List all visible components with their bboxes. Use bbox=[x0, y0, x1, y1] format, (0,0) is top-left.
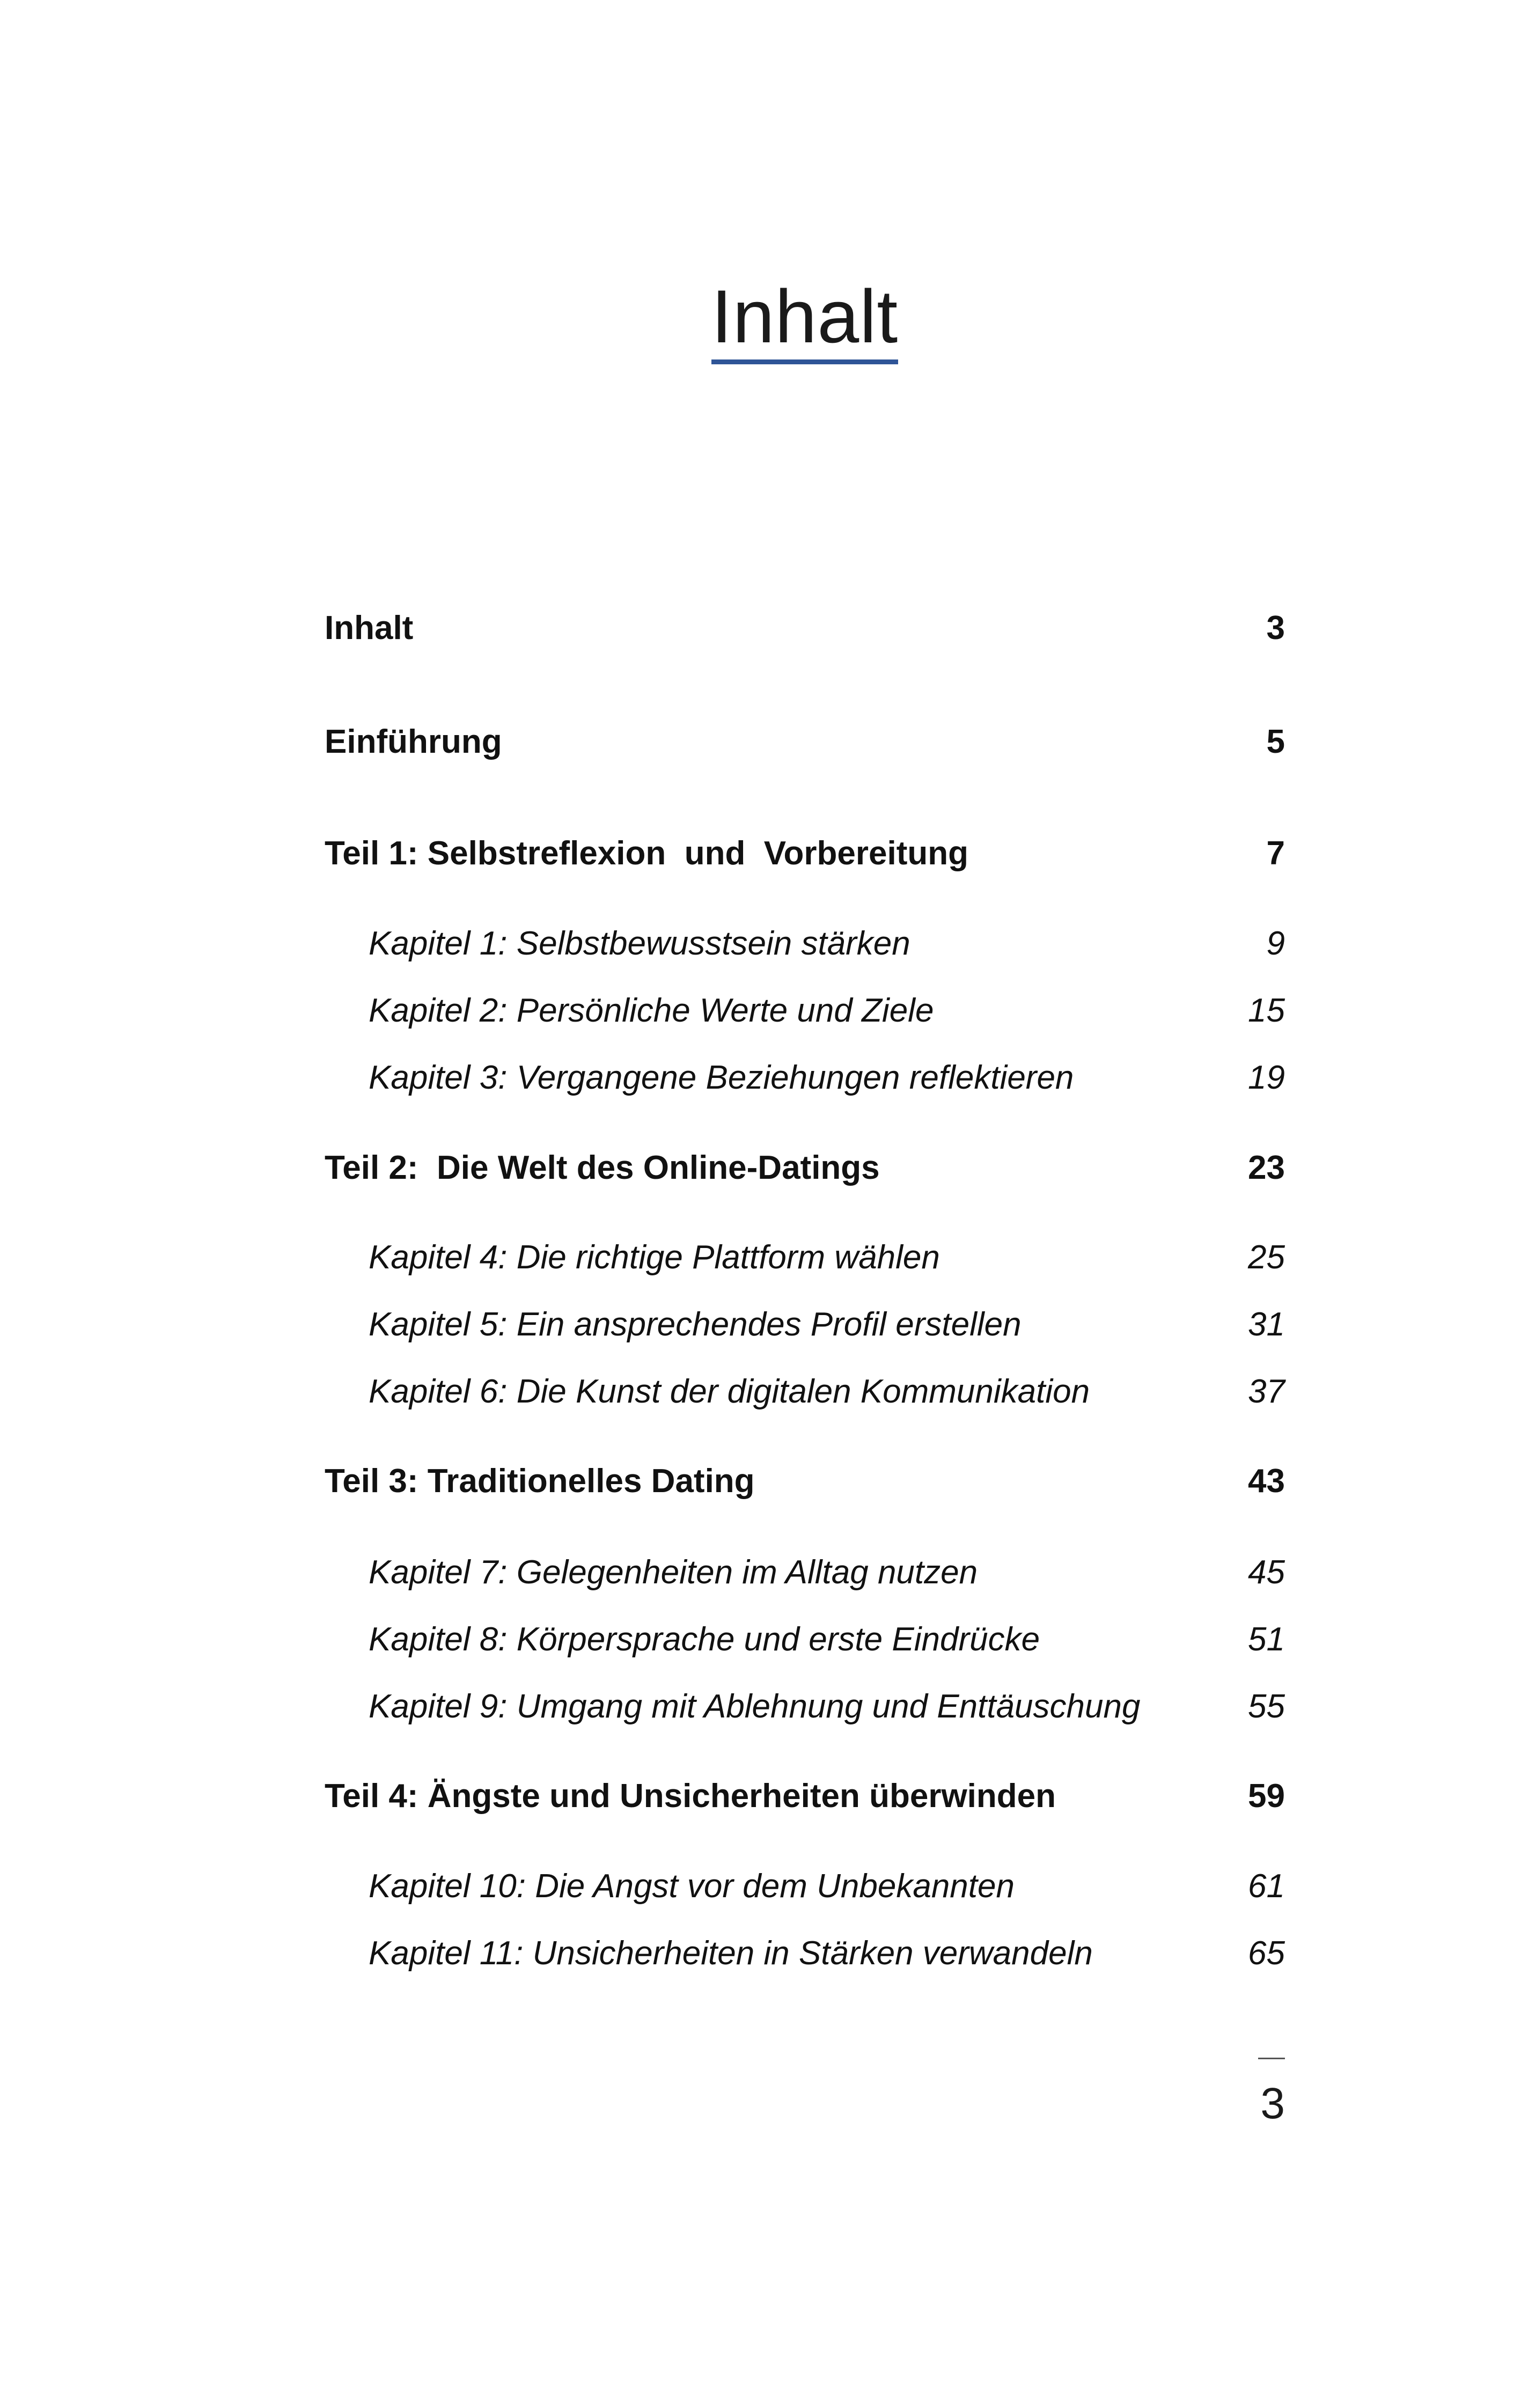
toc-entry-page: 3 bbox=[1266, 610, 1285, 647]
footer-page-number: 3 bbox=[1260, 2079, 1285, 2128]
toc-entry-page: 55 bbox=[1248, 1688, 1285, 1725]
toc-entry-page: 23 bbox=[1248, 1149, 1285, 1186]
toc-entry-label: Kapitel 1: Selbstbewusstsein stärken bbox=[369, 925, 910, 962]
toc-entry-kapitel-7[interactable] bbox=[325, 1556, 1285, 1589]
toc-entry-page: 9 bbox=[1266, 925, 1285, 962]
toc-entry-label: Kapitel 9: Umgang mit Ablehnung und Enttäuschung bbox=[369, 1688, 1141, 1725]
toc-entry-page: 51 bbox=[1248, 1621, 1285, 1658]
toc-entry-label: Kapitel 10: Die Angst vor dem Unbekannten bbox=[369, 1868, 1015, 1905]
toc-entry-kapitel-11[interactable] bbox=[325, 1937, 1285, 1970]
toc-entry-label: Kapitel 4: Die richtige Plattform wählen bbox=[369, 1239, 940, 1276]
toc-entry-kapitel-4[interactable] bbox=[325, 1241, 1285, 1274]
toc-entry-label: Teil 2: Die Welt des Online-Datings bbox=[325, 1149, 880, 1186]
toc-entry-label: Kapitel 8: Körpersprache und erste Eindrücke bbox=[369, 1621, 1040, 1658]
toc-entry-kapitel-8[interactable] bbox=[325, 1623, 1285, 1656]
toc-entry-label: Kapitel 11: Unsicherheiten in Stärken verwandeln bbox=[369, 1935, 1093, 1972]
toc-entry-teil-3[interactable] bbox=[325, 1465, 1285, 1498]
toc-entry-label: Kapitel 5: Ein ansprechendes Profil erstellen bbox=[369, 1306, 1022, 1343]
toc-entry-label: Einführung bbox=[325, 723, 502, 760]
toc-entry-page: 37 bbox=[1248, 1373, 1285, 1410]
toc-entry-label: Kapitel 2: Persönliche Werte und Ziele bbox=[369, 992, 934, 1029]
toc-entry-teil-4[interactable] bbox=[325, 1780, 1285, 1813]
toc-entry-kapitel-10[interactable] bbox=[325, 1870, 1285, 1903]
toc-entry-page: 5 bbox=[1266, 723, 1285, 760]
toc-entry-kapitel-6[interactable] bbox=[325, 1375, 1285, 1408]
toc-entry-label: Teil 4: Ängste und Unsicherheiten überwinden bbox=[325, 1778, 1056, 1815]
toc-entry-teil-2[interactable] bbox=[325, 1151, 1285, 1185]
toc-entry-label: Kapitel 3: Vergangene Beziehungen reflektieren bbox=[369, 1059, 1074, 1096]
toc-entry-kapitel-9[interactable] bbox=[325, 1690, 1285, 1723]
toc-entry-label: Inhalt bbox=[325, 610, 414, 647]
toc-entry-label: Kapitel 7: Gelegenheiten im Alltag nutzen bbox=[369, 1554, 978, 1591]
toc-entry-page: 31 bbox=[1248, 1306, 1285, 1343]
toc-entry-page: 7 bbox=[1266, 835, 1285, 872]
toc-entry-page: 15 bbox=[1248, 992, 1285, 1029]
toc-entry-page: 45 bbox=[1248, 1554, 1285, 1591]
toc-entry-page: 43 bbox=[1248, 1463, 1285, 1500]
table-of-contents bbox=[325, 0, 1285, 2408]
toc-entry-page: 25 bbox=[1248, 1239, 1285, 1276]
toc-entry-label: Kapitel 6: Die Kunst der digitalen Kommunikation bbox=[369, 1373, 1090, 1410]
toc-entry-kapitel-5[interactable] bbox=[325, 1308, 1285, 1341]
toc-entry-page: 19 bbox=[1248, 1059, 1285, 1096]
footer-rule bbox=[1258, 2058, 1285, 2059]
page-title-text: Inhalt bbox=[711, 279, 898, 364]
toc-entry-kapitel-2[interactable] bbox=[325, 994, 1285, 1027]
toc-entry-kapitel-3[interactable] bbox=[325, 1061, 1285, 1095]
toc-entry-page: 65 bbox=[1248, 1935, 1285, 1972]
toc-entry-label: Teil 3: Traditionelles Dating bbox=[325, 1463, 755, 1500]
toc-entry-inhalt[interactable] bbox=[325, 612, 1285, 645]
toc-entry-page: 61 bbox=[1248, 1868, 1285, 1905]
toc-entry-kapitel-1[interactable] bbox=[325, 927, 1285, 960]
toc-entry-label: Teil 1: Selbstreflexion und Vorbereitung bbox=[325, 835, 968, 872]
toc-entry-einfuehrung[interactable] bbox=[325, 725, 1285, 759]
toc-entry-teil-1[interactable] bbox=[325, 837, 1285, 870]
toc-entry-page: 59 bbox=[1248, 1778, 1285, 1815]
